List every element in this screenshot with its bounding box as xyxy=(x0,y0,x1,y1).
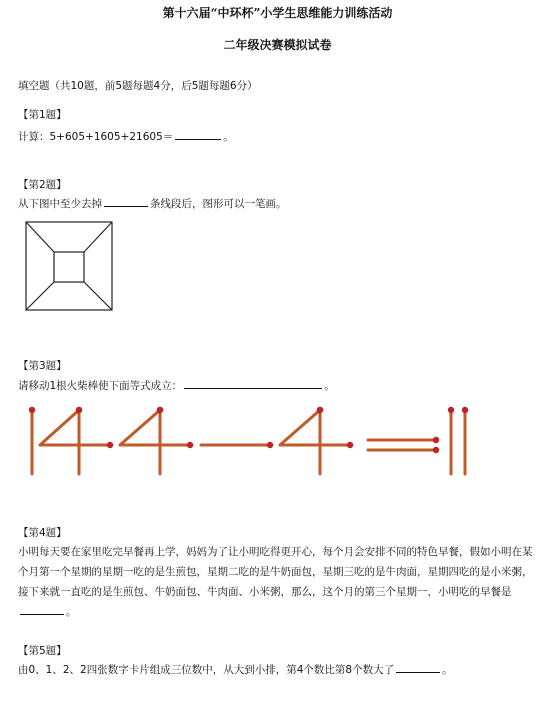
document-subtitle: 二年级决赛模拟试卷 xyxy=(223,38,332,52)
section-intro: 填空题（共10题，前5题每题4分，后5题每题6分） xyxy=(18,80,258,92)
matchstick[interactable] xyxy=(368,437,439,443)
q4-end: 。 xyxy=(66,606,77,618)
q1-text-line xyxy=(18,128,234,144)
matchstick-head xyxy=(347,442,353,448)
diagonal-top-left xyxy=(26,222,54,252)
q4-paragraph xyxy=(18,542,538,622)
document-title: 第十六届“中环杯”小学生思维能力训练活动 xyxy=(162,6,393,20)
matchstick[interactable] xyxy=(29,407,35,474)
matchstick[interactable] xyxy=(76,407,82,474)
q4-text: 小明每天要在家里吃完早餐再上学，妈妈为了让小明吃得更开心，每个月会安排不同的特色早餐，假如小明在某个月第一个星期的星期一吃的是生煎包，星期二吃的是牛奶面包，星期三吃的是牛肉面，星期四吃的是小米粥，接下来就一直吃的是生煎包、牛奶面包、牛肉面、小米粥，那么，这个月的第三个星期一，小明吃的早餐是 xyxy=(18,546,533,598)
matchstick[interactable] xyxy=(280,442,353,448)
q2-text-after: 条线段后，图形可以一笔画。 xyxy=(150,198,287,210)
q1-answer-blank[interactable] xyxy=(175,128,221,140)
matchstick[interactable] xyxy=(120,442,193,448)
q1-label: 【第1题】 xyxy=(18,109,67,121)
inner-square xyxy=(54,252,84,282)
q3-text-line xyxy=(18,377,335,393)
q3-end: 。 xyxy=(324,380,335,392)
q4-answer-blank[interactable] xyxy=(20,603,64,615)
q5-answer-blank[interactable] xyxy=(396,661,440,673)
matchstick-head xyxy=(157,407,163,413)
q3-text: 请移动1根火柴棒使下面等式成立： xyxy=(18,380,183,392)
q2-text-line xyxy=(18,195,287,211)
matchstick[interactable] xyxy=(462,407,468,474)
matchstick-body xyxy=(40,410,79,445)
matchstick-head xyxy=(267,442,273,448)
matchstick-head xyxy=(433,437,439,443)
q2-text-before: 从下图中至少去掉 xyxy=(18,198,102,210)
matchstick[interactable] xyxy=(40,442,113,448)
q3-label: 【第3题】 xyxy=(18,360,67,372)
q2-answer-blank[interactable] xyxy=(104,195,148,207)
matchstick-head xyxy=(448,407,454,413)
matchstick-head xyxy=(187,442,193,448)
matchstick[interactable] xyxy=(40,407,82,445)
matchstick-body xyxy=(120,410,160,445)
q5-text-line xyxy=(18,661,453,677)
matchstick-head xyxy=(462,407,468,413)
q3-answer-blank[interactable] xyxy=(184,377,322,389)
diagonal-bottom-left xyxy=(26,282,54,310)
matchstick-head xyxy=(29,407,35,413)
matchstick[interactable] xyxy=(317,407,323,474)
matchstick-head xyxy=(317,407,323,413)
q5-label: 【第5题】 xyxy=(18,645,67,657)
matchstick[interactable] xyxy=(280,407,323,445)
matchstick[interactable] xyxy=(120,407,163,445)
q1-text: 计算：5+605+1605+21605＝ xyxy=(18,131,174,143)
q4-label: 【第4题】 xyxy=(18,527,67,539)
q2-square-figure xyxy=(25,221,113,311)
matchstick-head xyxy=(76,407,82,413)
matchstick[interactable] xyxy=(157,407,163,474)
diagonal-bottom-right xyxy=(84,282,112,310)
q5-end: 。 xyxy=(442,664,453,676)
q5-text: 由0、1、2、2四张数字卡片组成三位数中，从大到小排，第4个数比第8个数大了 xyxy=(18,664,395,676)
matchstick[interactable] xyxy=(201,442,273,448)
matchstick[interactable] xyxy=(368,447,439,453)
matchstick[interactable] xyxy=(448,407,454,474)
q3-matchstick-equation xyxy=(0,400,555,480)
matchstick-head xyxy=(433,447,439,453)
q2-label: 【第2题】 xyxy=(18,179,67,191)
diagonal-top-right xyxy=(84,222,112,252)
matchstick-head xyxy=(107,442,113,448)
matchstick-body xyxy=(280,410,320,445)
q1-end: 。 xyxy=(223,131,234,143)
